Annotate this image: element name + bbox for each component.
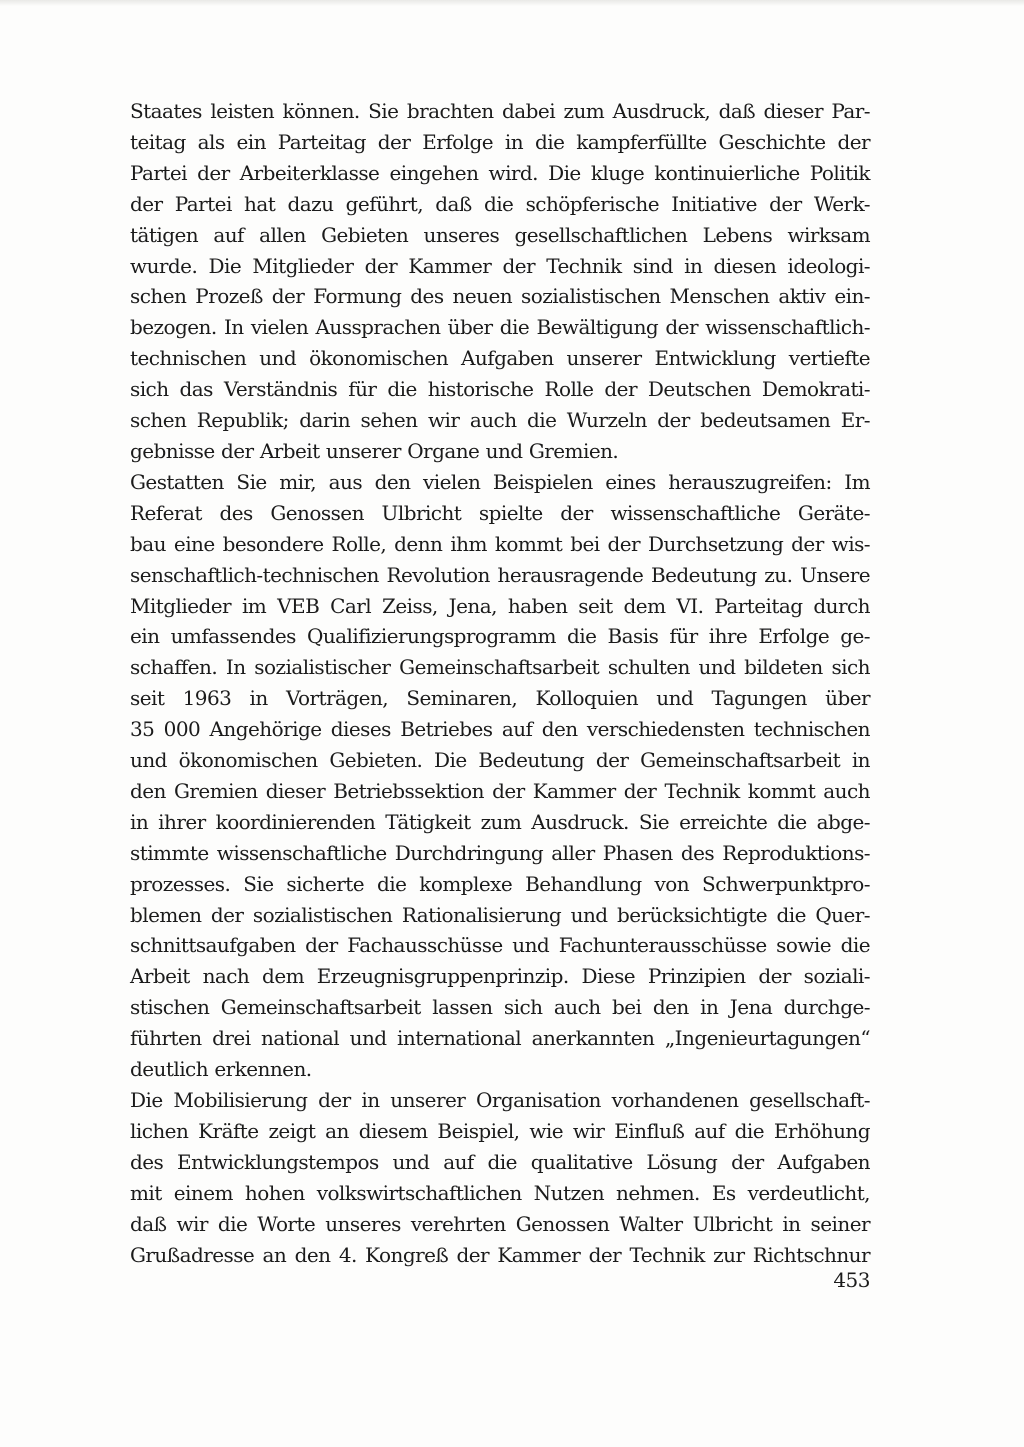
text-line: technischen und ökonomischen Aufgaben unserer Entwicklung vertiefte [130,346,870,371]
text-line: stischen Gemeinschaftsarbeit lassen sich auch bei den in Jena durchge- [130,995,870,1020]
text-line: blemen der sozialistischen Rationalisierung und berücksichtigte die Quer- [130,902,870,927]
text-line: der Partei hat dazu geführt, daß die schöpferische Initiative der Werk- [130,191,870,216]
text-line: Mitglieder im VEB Carl Zeiss, Jena, haben seit dem VI. Parteitag durch [130,593,870,618]
text-line: schaffen. In sozialistischer Gemeinschaftsarbeit schulten und bildeten sich [130,655,870,680]
text-line: Staates leisten können. Sie brachten dabei zum Ausdruck, daß dieser Par- [130,99,870,123]
text-line: prozesses. Sie sicherte die komplexe Behandlung von Schwerpunktpro- [130,871,870,896]
text-line: lichen Kräfte zeigt an diesem Beispiel, wie wir Einfluß auf die Erhöhung [130,1118,870,1143]
text-line: ein umfassendes Qualifizierungsprogramm die Basis für ihre Erfolge ge- [130,624,870,649]
page-top-edge [0,0,1024,6]
text-line: Referat des Genossen Ulbricht spielte der wissenschaftliche Geräte- [130,500,870,525]
text-line: schnittsaufgaben der Fachausschüsse und Fachunterausschüsse sowie die [130,933,870,958]
text-line: Gestatten Sie mir, aus den vielen Beispielen eines herauszugreifen: Im [130,469,870,494]
text-line: mit einem hohen volkswirtschaftlichen Nutzen nehmen. Es verdeutlicht, [130,1180,870,1205]
text-line: gebnisse der Arbeit unserer Organe und Gremien. [130,438,619,463]
text-line: deutlich erkennen. [130,1057,312,1082]
text-line: daß wir die Worte unseres verehrten Genossen Walter Ulbricht in seiner [130,1211,870,1236]
text-line: tätigen auf allen Gebieten unseres gesellschaftlichen Lebens wirksam [130,222,870,247]
text-line: schen Republik; darin sehen wir auch die Wurzeln der bedeutsamen Er- [130,408,870,433]
text-line: 35 000 Angehörige dieses Betriebes auf den verschiedensten technischen [130,717,870,742]
text-line: teitag als ein Parteitag der Erfolge in die kampferfüllte Geschichte der [130,129,870,154]
text-line: Partei der Arbeiterklasse eingehen wird. Die kluge kontinuierliche Politik [130,160,870,185]
text-line: in ihrer koordinierenden Tätigkeit zum Ausdruck. Sie erreichte die abge- [130,809,870,834]
text-line: sich das Verständnis für die historische Rolle der Deutschen Demokrati- [130,377,870,402]
text-line: bezogen. In vielen Aussprachen über die Bewältigung der wissenschaftlich- [130,315,870,340]
text-line: wurde. Die Mitglieder der Kammer der Technik sind in diesen ideologi- [130,253,870,278]
text-line: senschaftlich-technischen Revolution herausragende Bedeutung zu. Unsere [130,562,870,587]
text-line: und ökonomischen Gebieten. Die Bedeutung der Gemeinschaftsarbeit in [130,748,870,773]
text-line: den Gremien dieser Betriebssektion der Kammer der Technik kommt auch [130,778,870,803]
text-line: führten drei national und international anerkannten „Ingenieurtagungen“ [130,1026,870,1051]
text-line: stimmte wissenschaftliche Durchdringung aller Phasen des Reproduktions- [130,840,870,865]
body-text [130,96,870,1270]
text-line: bau eine besondere Rolle, denn ihm kommt bei der Durchsetzung der wis- [130,531,870,556]
text-line: Grußadresse an den 4. Kongreß der Kammer der Technik zur Richtschnur [130,1242,870,1267]
text-line: Die Mobilisierung der in unserer Organisation vorhandenen gesellschaft- [130,1088,870,1112]
text-line: schen Prozeß der Formung des neuen sozialistischen Menschen aktiv ein- [130,284,870,309]
page-number: 453 [833,1268,870,1292]
text-line: seit 1963 in Vorträgen, Seminaren, Kolloquien und Tagungen über [130,686,870,711]
text-line: Arbeit nach dem Erzeugnisgruppenprinzip. Diese Prinzipien der soziali- [130,964,870,989]
text-line: des Entwicklungstempos und auf die qualitative Lösung der Aufgaben [130,1149,870,1174]
